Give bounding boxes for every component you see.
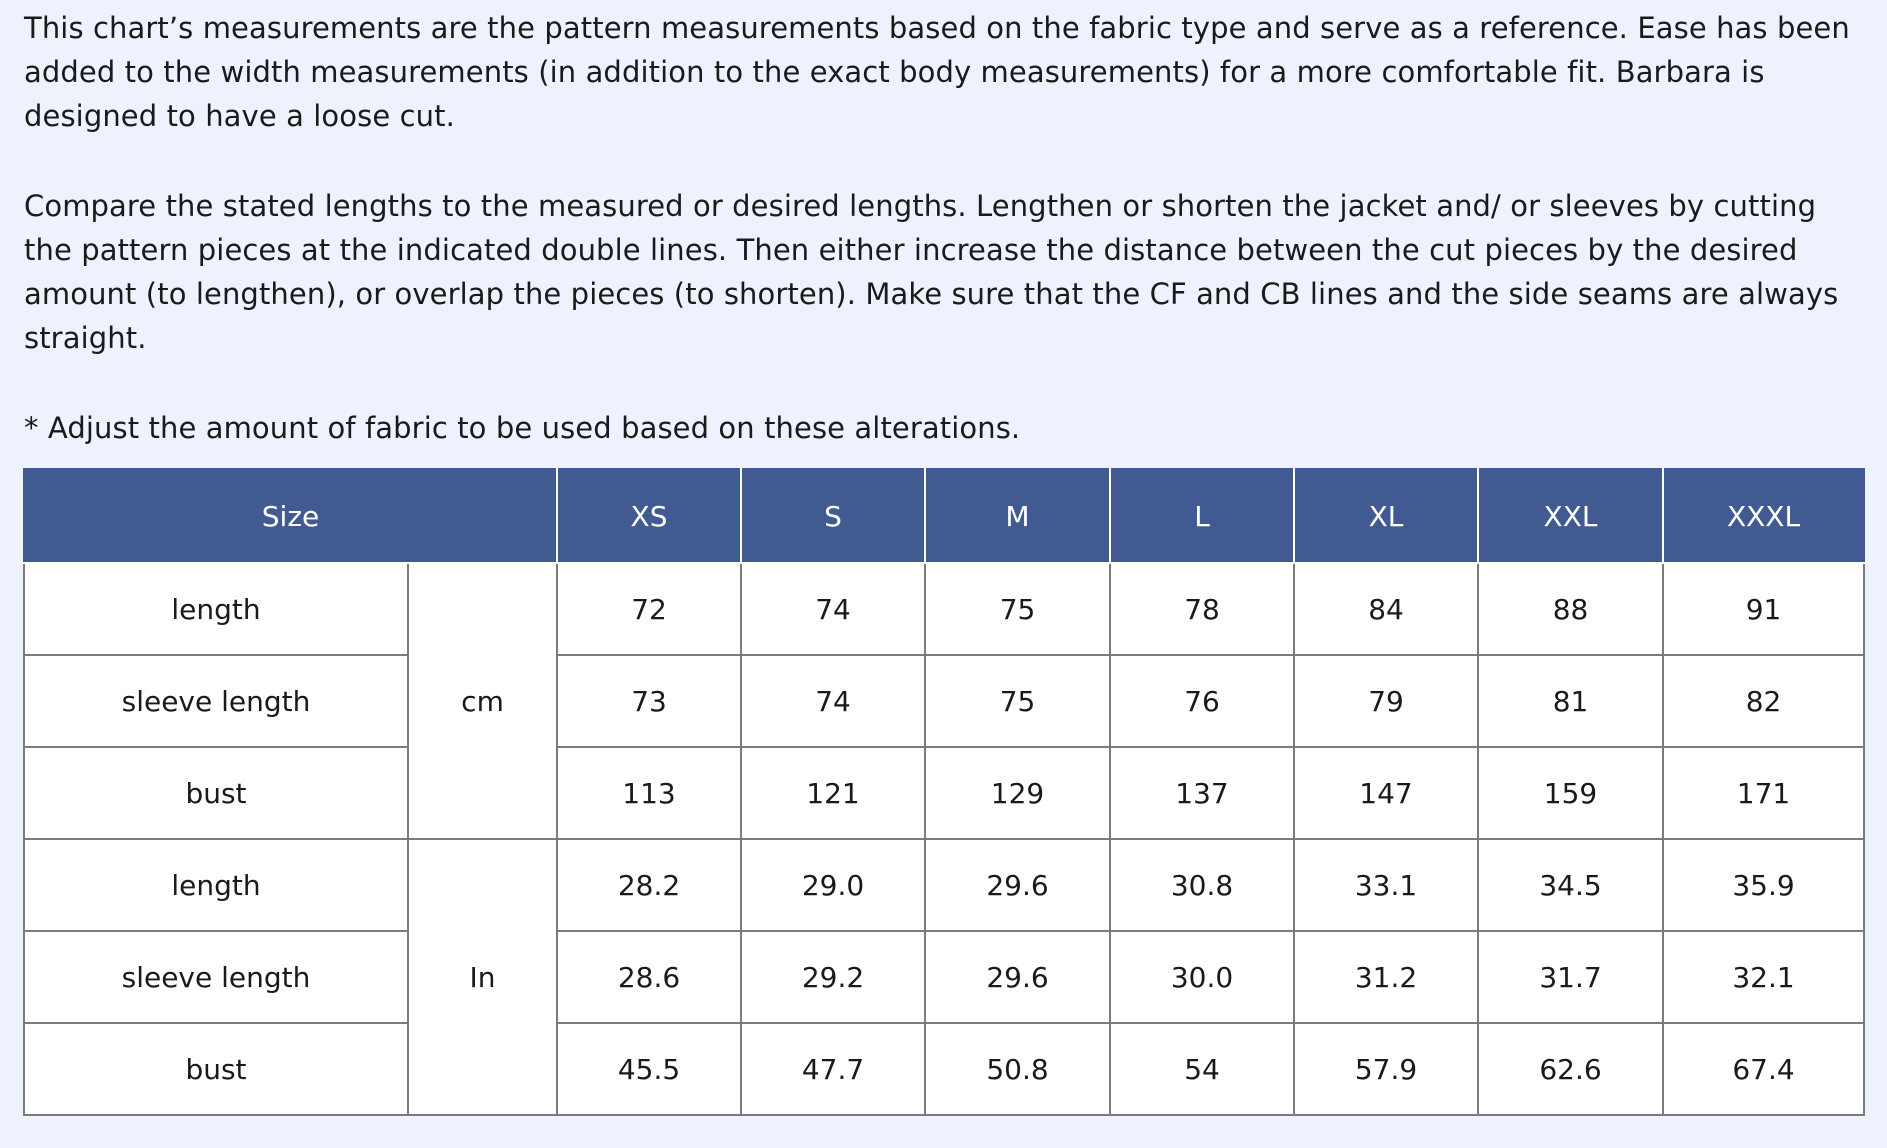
value-cell: 57.9 bbox=[1294, 1023, 1478, 1115]
value-cell: 29.6 bbox=[925, 839, 1110, 931]
size-header-xxl: XXL bbox=[1478, 469, 1663, 563]
value-cell: 72 bbox=[557, 563, 741, 655]
table-row bbox=[24, 655, 1864, 747]
value-cell: 28.6 bbox=[557, 931, 741, 1023]
value-cell: 35.9 bbox=[1663, 839, 1864, 931]
value-cell: 29.2 bbox=[741, 931, 925, 1023]
intro-paragraph-2: Compare the stated lengths to the measured or desired lengths. Lengthen or shorten the jacket and/ or sleeves by cutting the pattern pieces at the indicated double lines. Then either increase the distance between the cut pieces by the desired amount (to lengthen), or overlap the pieces (to shorten). Make sure that the CF and CB lines and the side seams are always straight. bbox=[24, 189, 1839, 355]
value-cell: 91 bbox=[1663, 563, 1864, 655]
value-cell: 74 bbox=[741, 655, 925, 747]
value-cell: 31.7 bbox=[1478, 931, 1663, 1023]
measurement-label: sleeve length bbox=[24, 655, 408, 747]
value-cell: 32.1 bbox=[1663, 931, 1864, 1023]
size-chart-table bbox=[23, 468, 1865, 1116]
size-header-xs: XS bbox=[557, 469, 741, 563]
value-cell: 79 bbox=[1294, 655, 1478, 747]
value-cell: 33.1 bbox=[1294, 839, 1478, 931]
value-cell: 82 bbox=[1663, 655, 1864, 747]
size-header-m: M bbox=[925, 469, 1110, 563]
measurement-label: length bbox=[24, 839, 408, 931]
table-row bbox=[24, 563, 1864, 655]
value-cell: 29.0 bbox=[741, 839, 925, 931]
value-cell: 171 bbox=[1663, 747, 1864, 839]
size-header-xxxl: XXXL bbox=[1663, 469, 1864, 563]
value-cell: 29.6 bbox=[925, 931, 1110, 1023]
size-header-xl: XL bbox=[1294, 469, 1478, 563]
measurement-label: length bbox=[24, 563, 408, 655]
value-cell: 159 bbox=[1478, 747, 1663, 839]
value-cell: 73 bbox=[557, 655, 741, 747]
value-cell: 88 bbox=[1478, 563, 1663, 655]
value-cell: 137 bbox=[1110, 747, 1294, 839]
value-cell: 31.2 bbox=[1294, 931, 1478, 1023]
value-cell: 147 bbox=[1294, 747, 1478, 839]
value-cell: 30.8 bbox=[1110, 839, 1294, 931]
value-cell: 30.0 bbox=[1110, 931, 1294, 1023]
table-row bbox=[24, 839, 1864, 931]
value-cell: 50.8 bbox=[925, 1023, 1110, 1115]
value-cell: 78 bbox=[1110, 563, 1294, 655]
value-cell: 121 bbox=[741, 747, 925, 839]
value-cell: 76 bbox=[1110, 655, 1294, 747]
value-cell: 113 bbox=[557, 747, 741, 839]
measurement-label: bust bbox=[24, 1023, 408, 1115]
value-cell: 84 bbox=[1294, 563, 1478, 655]
measurement-label: sleeve length bbox=[24, 931, 408, 1023]
table-row bbox=[24, 1023, 1864, 1115]
size-header-s: S bbox=[741, 469, 925, 563]
value-cell: 34.5 bbox=[1478, 839, 1663, 931]
value-cell: 45.5 bbox=[557, 1023, 741, 1115]
value-cell: 67.4 bbox=[1663, 1023, 1864, 1115]
size-header-row bbox=[24, 469, 1864, 563]
intro-paragraph-1: This chart’s measurements are the pattern measurements based on the fabric type and serve as a reference. Ease has been added to the width measurements (in addition to the exact body measurements) for a more comfortable fit. Barbara is designed to have a loose cut. bbox=[24, 11, 1850, 133]
value-cell: 74 bbox=[741, 563, 925, 655]
table-row bbox=[24, 747, 1864, 839]
size-header-label: Size bbox=[24, 469, 557, 563]
table-row bbox=[24, 931, 1864, 1023]
measurement-label: bust bbox=[24, 747, 408, 839]
value-cell: 129 bbox=[925, 747, 1110, 839]
value-cell: 81 bbox=[1478, 655, 1663, 747]
value-cell: 47.7 bbox=[741, 1023, 925, 1115]
value-cell: 75 bbox=[925, 655, 1110, 747]
size-header-l: L bbox=[1110, 469, 1294, 563]
size-guide bbox=[0, 0, 1887, 450]
value-cell: 54 bbox=[1110, 1023, 1294, 1115]
value-cell: 62.6 bbox=[1478, 1023, 1663, 1115]
value-cell: 75 bbox=[925, 563, 1110, 655]
fabric-note: * Adjust the amount of fabric to be used based on these alterations. bbox=[24, 411, 1021, 445]
unit-cell-cm: cm bbox=[408, 563, 557, 839]
unit-cell-in: In bbox=[408, 839, 557, 1115]
value-cell: 28.2 bbox=[557, 839, 741, 931]
